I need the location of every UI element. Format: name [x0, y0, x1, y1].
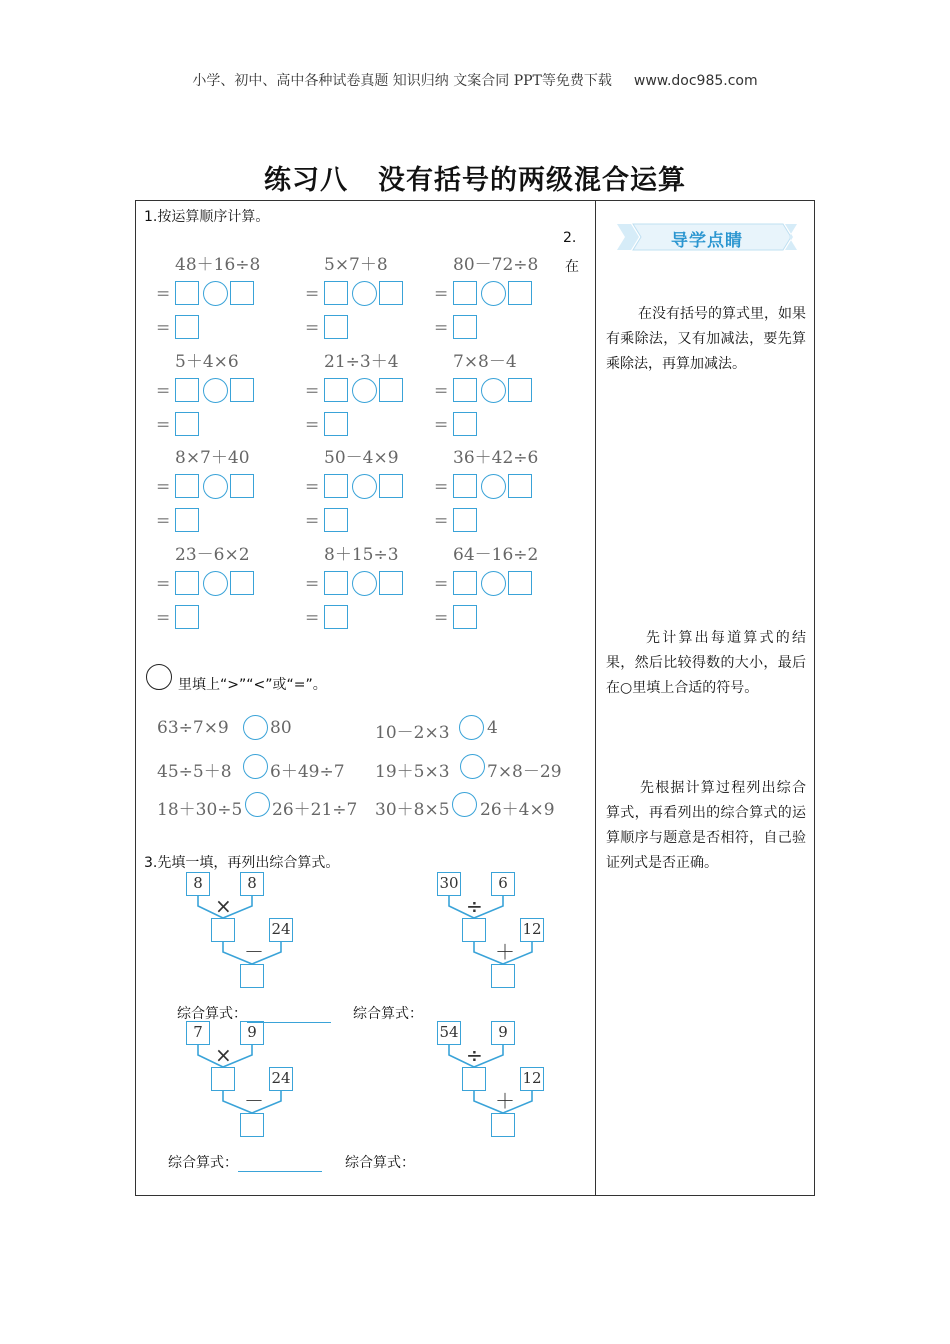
result-box[interactable] [175, 412, 199, 436]
compare-left-expr: 45÷5＋8 [157, 762, 232, 782]
answer-box[interactable] [453, 281, 477, 305]
answer-box[interactable] [230, 378, 254, 402]
operator-symbol: ＋ [495, 940, 515, 964]
answer-box[interactable] [508, 281, 532, 305]
q2-zai: 在 [565, 259, 579, 275]
compare-circle[interactable] [243, 754, 268, 779]
result-box[interactable] [211, 1067, 235, 1091]
tip-1: 在没有括号的算式里，如果有乘除法，又有加减法，要先算乘除法，再算加减法。 [606, 306, 806, 372]
equals-sign: = [434, 381, 449, 401]
result-box[interactable] [453, 605, 477, 629]
q3-title: 3.先填一填，再列出综合算式。 [144, 855, 340, 871]
result-box[interactable] [491, 1113, 515, 1137]
equals-sign: = [434, 415, 449, 435]
formula-label: 综合算式： [177, 1006, 247, 1022]
number-box: 24 [269, 918, 293, 942]
result-box[interactable] [453, 412, 477, 436]
result-box[interactable] [240, 1113, 264, 1137]
page-title [0, 158, 950, 197]
answer-box[interactable] [175, 281, 199, 305]
expression: 8＋15÷3 [324, 545, 399, 565]
expression: 7×8－4 [453, 352, 517, 372]
page-header [0, 70, 950, 90]
q2-number: 2. [563, 230, 577, 246]
operator-circle[interactable] [481, 378, 506, 403]
operator-circle[interactable] [352, 474, 377, 499]
answer-box[interactable] [324, 378, 348, 402]
answer-box[interactable] [324, 474, 348, 498]
equals-sign: = [305, 381, 320, 401]
operator-symbol: × [215, 1043, 232, 1067]
compare-right-expr: 6＋49÷7 [270, 762, 345, 782]
answer-line[interactable] [238, 1155, 322, 1172]
answer-box[interactable] [230, 571, 254, 595]
expression: 80－72÷8 [453, 255, 539, 275]
result-box[interactable] [240, 964, 264, 988]
answer-box[interactable] [324, 571, 348, 595]
number-box: 24 [269, 1067, 293, 1091]
result-box[interactable] [324, 605, 348, 629]
answer-box[interactable] [324, 281, 348, 305]
compare-left-expr: 63÷7×9 [157, 718, 229, 738]
formula-line-4 [345, 1152, 415, 1172]
compare-circle[interactable] [459, 715, 484, 740]
result-box[interactable] [453, 315, 477, 339]
operator-circle[interactable] [481, 474, 506, 499]
formula-line-1 [177, 1003, 331, 1023]
equals-sign: = [305, 574, 320, 594]
compare-right-expr: 26＋4×9 [480, 800, 555, 820]
title-left: 练习八 [264, 165, 348, 196]
equals-sign: = [156, 477, 171, 497]
number-box: 6 [491, 872, 515, 896]
operator-circle[interactable] [352, 378, 377, 403]
operator-symbol: － [244, 1089, 264, 1113]
equals-sign: = [156, 511, 171, 531]
banner-title: 导学点睛 [671, 231, 743, 251]
operator-circle[interactable] [203, 571, 228, 596]
title-right: 没有括号的两级混合运算 [378, 165, 686, 196]
formula-line-2 [353, 1003, 423, 1023]
expression: 21÷3＋4 [324, 352, 399, 372]
expression: 50－4×9 [324, 448, 399, 468]
answer-box[interactable] [175, 474, 199, 498]
operator-circle[interactable] [481, 571, 506, 596]
formula-label: 综合算式： [168, 1155, 238, 1171]
compare-circle[interactable] [243, 715, 268, 740]
equals-sign: = [434, 284, 449, 304]
equals-sign: = [434, 574, 449, 594]
number-box: 30 [437, 872, 461, 896]
number-box: 8 [240, 872, 264, 896]
result-box[interactable] [324, 508, 348, 532]
operator-circle[interactable] [352, 571, 377, 596]
column-divider [595, 200, 596, 1196]
answer-box[interactable] [175, 378, 199, 402]
equals-sign: = [434, 511, 449, 531]
operator-symbol: × [215, 894, 232, 918]
equals-sign: = [434, 608, 449, 628]
operator-symbol: ÷ [466, 1043, 483, 1067]
compare-circle[interactable] [460, 754, 485, 779]
equals-sign: = [305, 415, 320, 435]
number-box: 7 [186, 1021, 210, 1045]
result-box[interactable] [211, 918, 235, 942]
equals-sign: = [305, 477, 320, 497]
answer-box[interactable] [508, 378, 532, 402]
result-box[interactable] [175, 315, 199, 339]
answer-box[interactable] [230, 281, 254, 305]
result-box[interactable] [462, 1067, 486, 1091]
equals-sign: = [305, 284, 320, 304]
answer-box[interactable] [508, 571, 532, 595]
compare-right-expr: 7×8－29 [487, 762, 562, 782]
equals-sign: = [434, 318, 449, 338]
answer-box[interactable] [453, 378, 477, 402]
equals-sign: = [156, 608, 171, 628]
tip-3: 先根据计算过程列出综合算式，再看列出的综合算式的运算顺序与题意是否相符，自己验证列式是否正确。 [606, 780, 806, 871]
operation-tree [186, 872, 296, 992]
compare-right-expr: 26＋21÷7 [272, 800, 358, 820]
equals-sign: = [156, 318, 171, 338]
answer-box[interactable] [379, 571, 403, 595]
equals-sign: = [156, 381, 171, 401]
header-text: 小学、初中、高中各种试卷真题 知识归纳 文案合同 PPT等免费下载 [192, 73, 612, 89]
compare-left-expr: 19＋5×3 [375, 762, 450, 782]
compare-circle[interactable] [452, 792, 477, 817]
result-box[interactable] [324, 412, 348, 436]
expression: 64－16÷2 [453, 545, 539, 565]
circle-symbol-icon [146, 664, 172, 690]
expression: 23－6×2 [175, 545, 250, 565]
number-box: 9 [491, 1021, 515, 1045]
operator-circle[interactable] [203, 281, 228, 306]
formula-line-3 [168, 1152, 322, 1172]
answer-box[interactable] [508, 474, 532, 498]
guide-banner [617, 222, 797, 252]
answer-line[interactable] [247, 1006, 331, 1023]
answer-box[interactable] [379, 474, 403, 498]
number-box: 12 [520, 1067, 544, 1091]
equals-sign: = [434, 477, 449, 497]
compare-right-expr: 4 [487, 718, 498, 738]
q1-title: 1.按运算顺序计算。 [144, 209, 270, 225]
operator-circle[interactable] [481, 281, 506, 306]
result-box[interactable] [324, 315, 348, 339]
operation-tree [437, 1021, 547, 1141]
compare-left-expr: 18＋30÷5 [157, 800, 243, 820]
operation-tree [186, 1021, 296, 1141]
formula-label: 综合算式： [353, 1006, 423, 1022]
compare-left-expr: 30＋8×5 [375, 800, 450, 820]
equals-sign: = [305, 318, 320, 338]
expression: 36＋42÷6 [453, 448, 539, 468]
equals-sign: = [156, 284, 171, 304]
compare-circle[interactable] [245, 792, 270, 817]
number-box: 9 [240, 1021, 264, 1045]
expression: 5＋4×6 [175, 352, 239, 372]
operator-symbol: － [244, 940, 264, 964]
result-box[interactable] [491, 964, 515, 988]
number-box: 8 [186, 872, 210, 896]
expression: 48＋16÷8 [175, 255, 261, 275]
equals-sign: = [156, 415, 171, 435]
compare-right-expr: 80 [270, 718, 292, 738]
equals-sign: = [305, 511, 320, 531]
operator-circle[interactable] [203, 474, 228, 499]
equals-sign: = [305, 608, 320, 628]
number-box: 12 [520, 918, 544, 942]
tip-2: 先计算出每道算式的结果，然后比较得数的大小，最后在○里填上合适的符号。 [606, 630, 806, 696]
operator-circle[interactable] [352, 281, 377, 306]
result-box[interactable] [175, 508, 199, 532]
operator-circle[interactable] [203, 378, 228, 403]
operation-tree [437, 872, 547, 992]
answer-box[interactable] [379, 281, 403, 305]
answer-box[interactable] [230, 474, 254, 498]
expression: 8×7＋40 [175, 448, 250, 468]
operator-symbol: ＋ [495, 1089, 515, 1113]
operator-symbol: ÷ [466, 894, 483, 918]
compare-left-expr: 10－2×3 [375, 723, 450, 743]
q2-instruction: 里填上“>”“<”或“=”。 [178, 677, 327, 693]
answer-box[interactable] [175, 571, 199, 595]
answer-box[interactable] [453, 474, 477, 498]
number-box: 54 [437, 1021, 461, 1045]
equals-sign: = [156, 574, 171, 594]
answer-box[interactable] [379, 378, 403, 402]
answer-box[interactable] [453, 571, 477, 595]
header-url[interactable]: www.doc985.com [633, 73, 758, 89]
formula-label: 综合算式： [345, 1155, 415, 1171]
expression: 5×7＋8 [324, 255, 388, 275]
result-box[interactable] [453, 508, 477, 532]
result-box[interactable] [175, 605, 199, 629]
result-box[interactable] [462, 918, 486, 942]
